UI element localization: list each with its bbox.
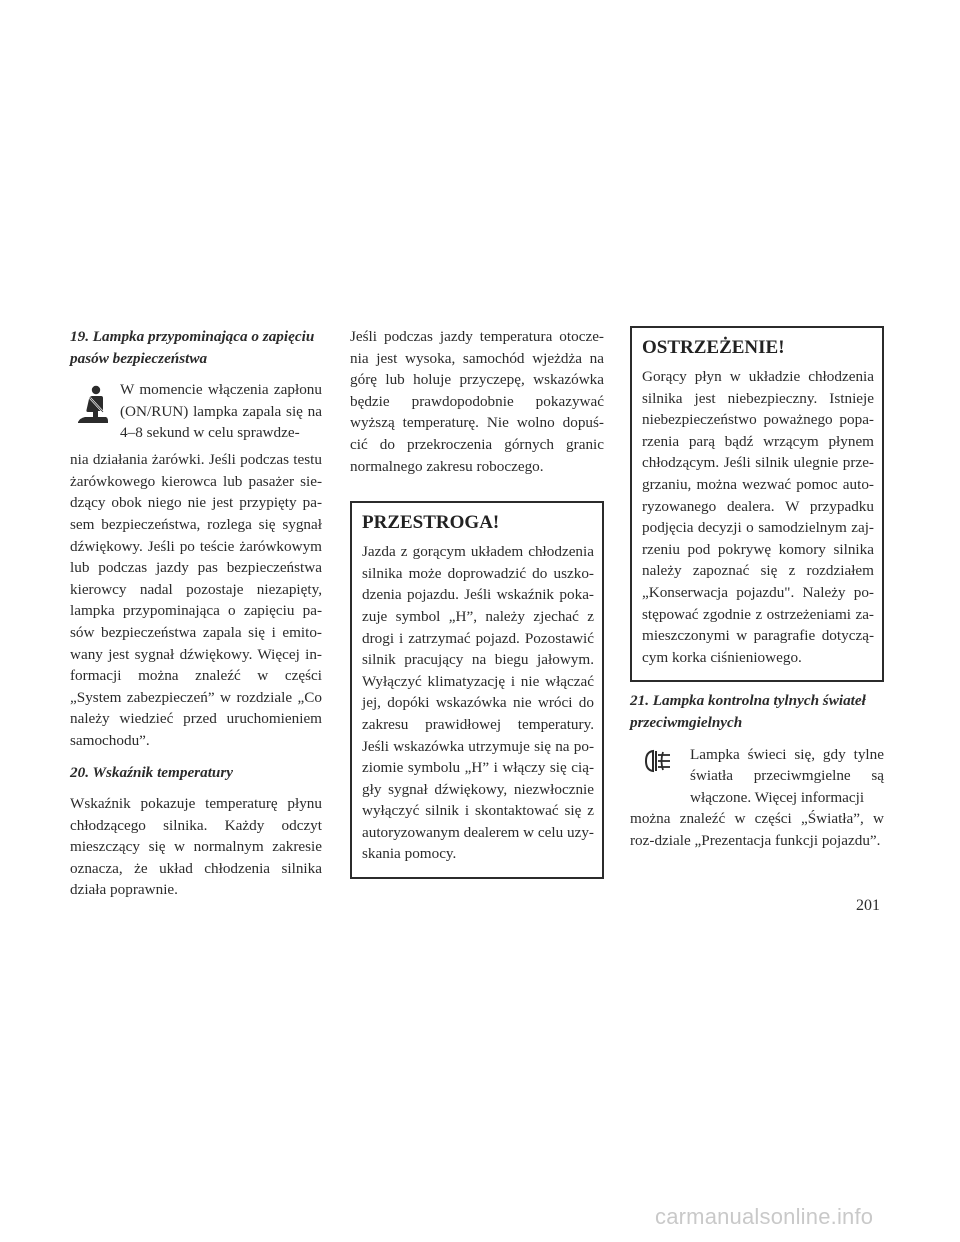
column-middle	[350, 326, 604, 879]
column-right	[630, 326, 884, 851]
heading-rear-fog-light: 21. Lampka kontrolna tylnych świateł przeciwmgielnych	[630, 692, 866, 731]
temperature-gauge-text: Wskaźnik pokazuje temperaturę płynu chłodzącego silnika. Każdy odczyt mieszczący się w normalnym zakresie oznacza, że układ chłodzenia silnika działa poprawnie.	[70, 795, 322, 899]
heading-seatbelt-reminder: 19. Lampka przypominająca o zapięciu pasów bezpieczeństwa	[70, 328, 315, 367]
column-left	[70, 326, 322, 901]
caution-box	[350, 501, 604, 879]
watermark: carmanualsonline.info	[655, 1204, 874, 1229]
page-number: 201	[856, 897, 880, 914]
caution-text: Jazda z gorącym układem chłodzenia silnika może doprowadzić do uszko-dzenia pojazdu. Jeśli wskaźnik poka-zuje symbol „H”, należy zjechać z drogi i zatrzymać pojazd. Pozostawić silnik pracujący na biegu jałowym. Wyłączyć klimatyzację i nie włączać jej, dopóki wskazówka nie wróci do zakresu prawidłowej temperatury. Jeśli wskazówka utrzymuje się na po-ziomie symbolu „H” i włączy się cią-gły sygnał dźwiękowy, niezwłocznie wyłączyć silnik i skontaktować się z autoryzowanym dealerem w celu uzy-skania pomocy.	[362, 543, 594, 863]
seatbelt-reminder-icon	[70, 379, 116, 449]
temperature-high-text: Jeśli podczas jazdy temperatura otocze-nia jest wysoka, samochód wjeżdża na górę lub holuje przyczepę, wskazówka będzie prawdopodobnie pokazywać wyższą temperaturę. Nie wolno dopuś-cić do przekroczenia górnych granic normalnego zakresu roboczego.	[350, 328, 604, 475]
warning-box	[630, 326, 884, 682]
caution-title: PRZESTROGA!	[362, 512, 500, 534]
seatbelt-text-rest: nia działania żarówki. Jeśli podczas testu żarówkowego kierowca lub pasażer sie-dzący obok niego nie jest przypięty pa-sem bezpieczeństwa, rozlega się sygnał dźwiękowy. Jeśli po teście żarówkowym lub podczas jazdy pas bezpieczeństwa kierowcy nadal pozostaje niezapięty, lampka przypominająca o zapięciu pa-sów bezpieczeństwa zapala się i emito-wany jest sygnał dźwiękowy. Więcej in-formacji można znaleźć w części „System zabezpieczeń” w rozdziale „Co należy wiedzieć przed uruchomieniem samochodu”.	[70, 451, 322, 749]
heading-temperature-gauge: 20. Wskaźnik temperatury	[70, 763, 234, 781]
fog-light-text-rest: można znaleźć w części „Światła”, w roz-dziale „Prezentacja funkcji pojazdu”.	[630, 810, 884, 849]
warning-text: Gorący płyn w układzie chłodzenia silnika jest niebezpieczny. Istnieje niebezpieczeństwo poważnego popa-rzenia parą bądź wrzącym płynem chłodzącym. Jeśli silnik ulegnie prze-grzaniu, można wezwać pomoc auto-ryzowanego dealera. W przypadku podjęcia decyzji o samodzielnym zaj-rzeniu pod pokrywę komory silnika należy zapoznać się z rozdziałem „Konserwacja pojazdu". Należy po-stępować zgodnie z ostrzeżeniami za-mieszczonymi w paragrafie dotyczą-cym korka ciśnieniowego.	[642, 368, 874, 666]
warning-title: OSTRZEŻENIE!	[642, 337, 785, 358]
fog-light-paragraph	[630, 744, 884, 852]
seatbelt-text-intro: W momencie włączenia zapłonu (ON/RUN) lampka zapala się na 4–8 sekund w celu sprawdze-	[120, 381, 322, 442]
rear-fog-light-icon	[630, 744, 686, 808]
seatbelt-paragraph	[70, 379, 322, 751]
fog-light-text-intro: Lampka świeci się, gdy tylne światła przeciwmgielne są włączone. Więcej informacji	[690, 745, 884, 806]
